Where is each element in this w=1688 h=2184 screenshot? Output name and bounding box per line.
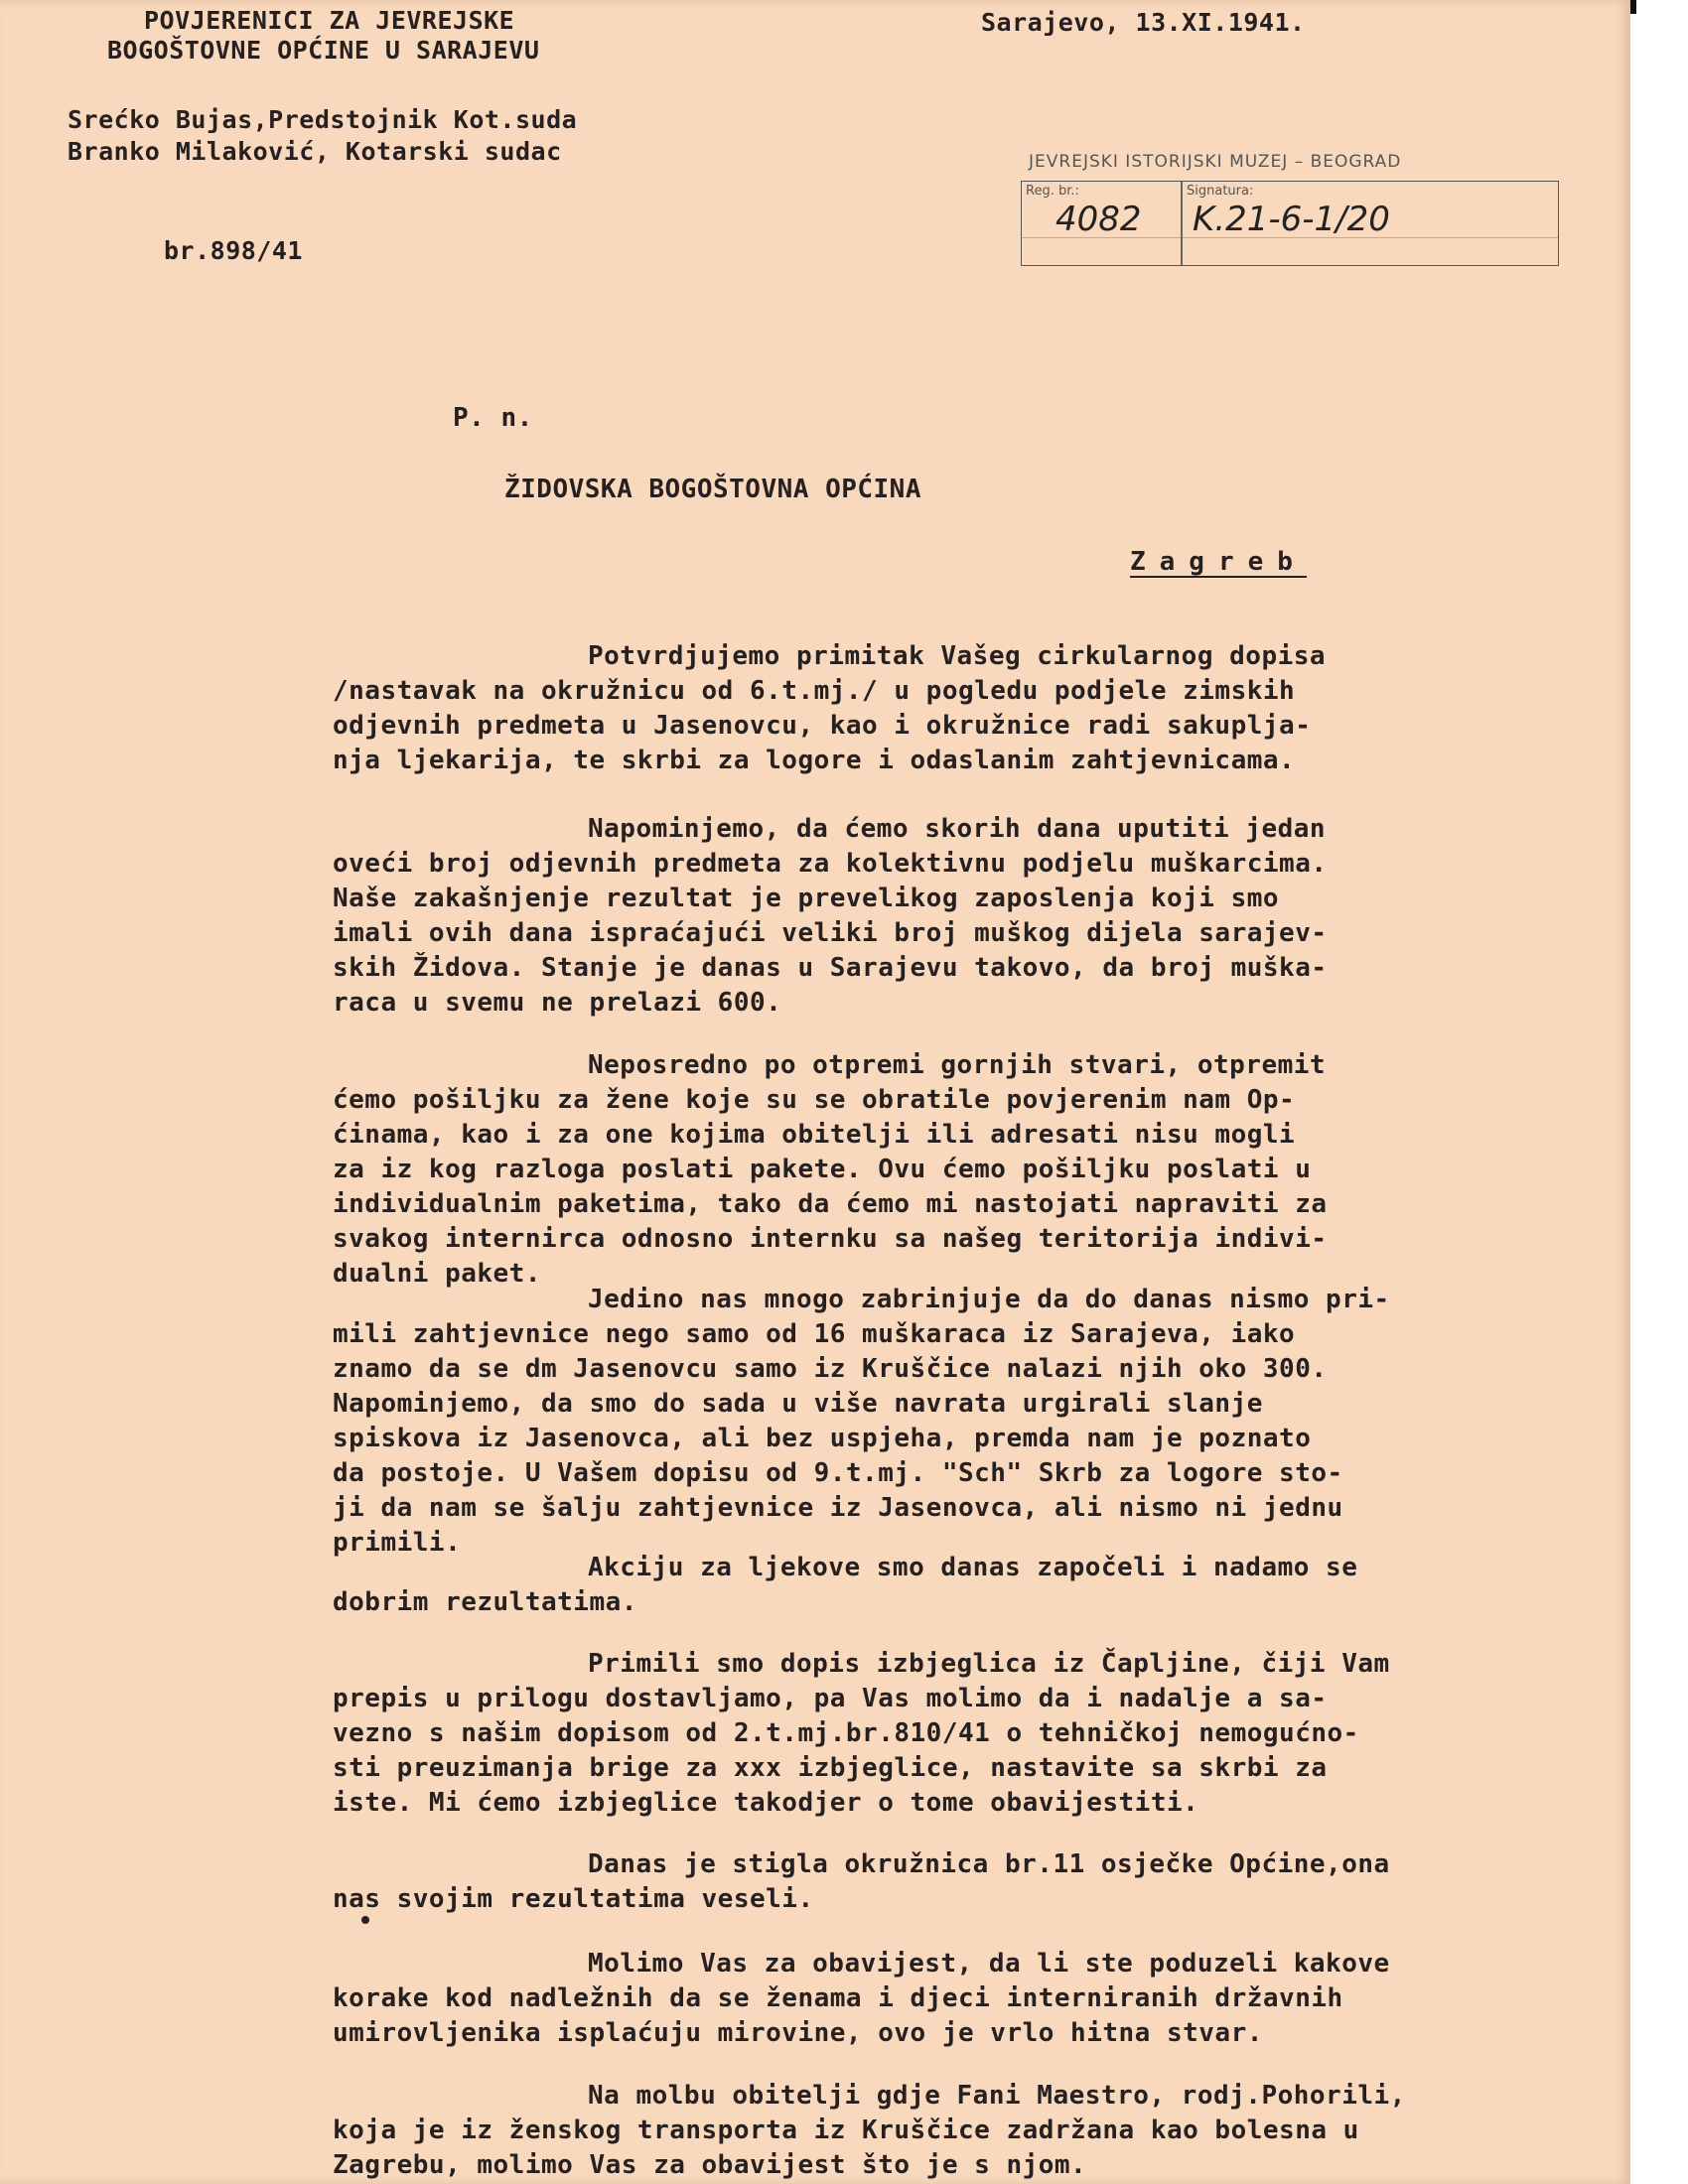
body-line: raca u svemu ne prelazi 600. — [333, 988, 782, 1018]
body-line: Neposredno po otpremi gornjih stvari, otpremit — [588, 1050, 1327, 1080]
body-line: znamo da se dm Jasenovcu samo iz Kruščice nalazi njih oko 300. — [333, 1354, 1328, 1384]
stamp-reg-caption: Reg. br.: — [1026, 184, 1079, 199]
body-line: svakog internirca odnosno internku sa našeg teritorija indivi- — [333, 1224, 1328, 1254]
body-line: Napominjemo, da smo do sada u više navrata urgirali slanje — [333, 1389, 1263, 1419]
body-line: iste. Mi ćemo izbjeglice takodjer o tome obavijestiti. — [333, 1788, 1199, 1818]
stamp-title: JEVREJSKI ISTORIJSKI MUZEJ – BEOGRAD — [1029, 152, 1402, 172]
body-line: Zagrebu, molimo Vas za obavijest što je s njom. — [333, 2150, 1087, 2180]
body-line: da postoje. U Vašem dopisu od 9.t.mj. "Sch" Skrb za logore sto- — [333, 1458, 1343, 1488]
body-line: Akciju za ljekove smo danas započeli i nadamo se — [588, 1553, 1358, 1582]
body-line: ji da nam se šalju zahtjevnice iz Jasenovca, ali nismo ni jednu — [333, 1493, 1343, 1523]
org-line-1: POVJERENICI ZA JEVREJSKE — [144, 6, 515, 35]
body-line: koja je iz ženskog transporta iz Kruščice zadržana kao bolesna u — [333, 2116, 1359, 2145]
body-line: primili. — [333, 1528, 462, 1558]
body-line: vezno s našim dopisom od 2.t.mj.br.810/41 o tehničkoj nemogućno- — [333, 1718, 1359, 1748]
body-line: umirovljenika isplaćuju mirovine, ovo je vrlo hitna stvar. — [333, 2018, 1263, 2048]
stamp-box — [1021, 181, 1559, 266]
body-line: skih Židova. Stanje je danas u Sarajevu takovo, da broj muška- — [333, 953, 1328, 983]
stamp-sig-handwritten: K.21-6-1/20 — [1193, 200, 1390, 239]
place-date: Sarajevo, 13.XI.1941. — [981, 8, 1306, 37]
body-line: Primili smo dopis izbjeglica iz Čapljine, čiji Vam — [588, 1649, 1390, 1679]
body-line: korake kod nadležnih da se ženama i djeci interniranih državnih — [333, 1983, 1343, 2013]
signatory-2: Branko Milaković, Kotarski sudac — [68, 137, 562, 166]
body-line: ćemo pošiljku za žene koje su se obratile povjerenim nam Op- — [333, 1085, 1296, 1115]
stamp-reg-handwritten: 4082 — [1055, 200, 1142, 239]
body-line: Potvrdjujemo primitak Vašeg cirkularnog dopisa — [588, 641, 1327, 671]
body-line: individualnim paketima, tako da ćemo mi nastojati napraviti za — [333, 1189, 1328, 1219]
body-line: prepis u prilogu dostavljamo, pa Vas molimo da i nadalje a sa- — [333, 1684, 1328, 1713]
body-line: za iz kog razloga poslati pakete. Ovu ćemo pošiljku poslati u — [333, 1155, 1312, 1184]
addressee-city: Zagreb — [1130, 547, 1307, 577]
body-line: sti preuzimanja brige za xxx izbjeglice, nastavite sa skrbi za — [333, 1753, 1328, 1783]
body-line: imali ovih dana ispraćajući veliki broj muškog dijela sarajev- — [333, 918, 1328, 948]
org-line-2: BOGOŠTOVNE OPĆINE U SARAJEVU — [107, 36, 540, 65]
stamp-divider — [1181, 182, 1183, 265]
salutation: P. n. — [453, 403, 533, 433]
body-line: Danas je stigla okružnica br.11 osječke Općine,ona — [588, 1849, 1390, 1879]
body-line: spiskova iz Jasenovca, ali bez uspjeha, premda nam je poznato — [333, 1424, 1312, 1453]
body-line: Molimo Vas za obavijest, da li ste poduzeli kakove — [588, 1949, 1390, 1979]
body-line: Napominjemo, da ćemo skorih dana uputiti jedan — [588, 814, 1327, 844]
body-line: dobrim rezultatima. — [333, 1587, 637, 1617]
body-line: Na molbu obitelji gdje Fani Maestro, rodj.Pohorili, — [588, 2081, 1406, 2111]
body-line: Jedino nas mnogo zabrinjuje da do danas nismo pri- — [588, 1285, 1390, 1314]
body-line: oveći broj odjevnih predmeta za kolektivnu podjelu muškarcima. — [333, 849, 1328, 879]
reference-number: br.898/41 — [164, 236, 303, 265]
body-line: mili zahtjevnice nego samo od 16 muškaraca iz Sarajeva, iako — [333, 1319, 1296, 1349]
body-line: dualni paket. — [333, 1259, 541, 1289]
body-line: ćinama, kao i za one kojima obitelji ili adresati nisu mogli — [333, 1120, 1296, 1150]
body-line: nas svojim rezultatima veseli. — [333, 1884, 814, 1914]
body-line: odjevnih predmeta u Jasenovcu, kao i okružnice radi sakuplja- — [333, 711, 1312, 741]
signatory-1: Srećko Bujas,Predstojnik Kot.suda — [68, 105, 578, 134]
body-line: Naše zakašnjenje rezultat je prevelikog zaposlenja koji smo — [333, 884, 1280, 913]
body-line: nja ljekarija, te skrbi za logore i odaslanim zahtjevnicama. — [333, 746, 1296, 775]
ink-spot — [361, 1916, 369, 1924]
archive-stamp — [1021, 147, 1557, 268]
addressee-name: ŽIDOVSKA BOGOŠTOVNA OPĆINA — [504, 475, 921, 504]
stamp-sig-caption: Signatura: — [1187, 184, 1254, 199]
scan-edge — [1630, 0, 1636, 14]
body-line: /nastavak na okružnicu od 6.t.mj./ u pogledu podjele zimskih — [333, 676, 1296, 706]
